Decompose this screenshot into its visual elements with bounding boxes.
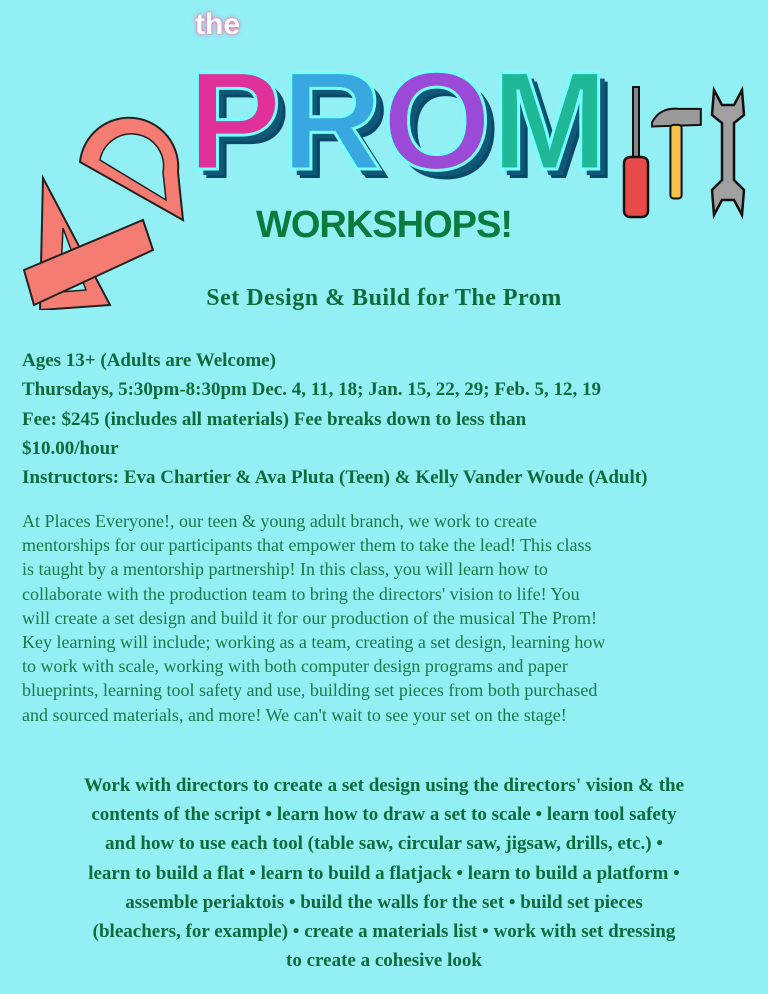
description-line: will create a set design and build it for our production of the musical The Prom! (22, 607, 598, 628)
logo-prom (188, 42, 609, 199)
skills-list (0, 771, 768, 975)
description-line: and sourced materials, and more! We can't wait to see your set on the stage! (22, 704, 567, 725)
description-line: blueprints, learning tool safety and use, building set pieces from both purchased (22, 680, 598, 701)
skills-line: learn to build a flat • learn to build a flatjack • learn to build a platform • (88, 862, 680, 884)
description-line: mentorships for our participants that empower them to take the lead! This class (22, 535, 592, 556)
skills-line: assemble periaktois • build the walls for the set • build set pieces (125, 891, 643, 913)
page-title: Set Design & Build for The Prom (206, 285, 562, 311)
description-line: is taught by a mentorship partnership! In this class, you will learn how to (22, 559, 548, 580)
info-ages: Ages 13+ (Adults are Welcome) (22, 350, 276, 371)
skills-line: contents of the script • learn how to draw a set to scale • learn tool safety (91, 804, 677, 826)
logo-letter-m: M (491, 42, 609, 199)
logo-letter-r: R (281, 42, 383, 199)
info-fee: Fee: $245 (includes all materials) Fee breaks down to less than (22, 408, 527, 430)
skills-line: and how to use each tool (table saw, circular saw, jigsaw, drills, etc.) • (105, 833, 663, 855)
info-schedule: Thursdays, 5:30pm-8:30pm Dec. 4, 11, 18; Jan. 15, 22, 29; Feb. 5, 12, 19 (22, 379, 601, 401)
logo-letter-p: P (188, 42, 282, 199)
description-line: to work with scale, working with both computer design programs and paper (22, 656, 568, 677)
workshops-heading: WORKSHOPS! (256, 204, 512, 246)
class-info (22, 346, 762, 492)
logo-letter-o: O (382, 42, 492, 199)
header-banner (0, 0, 768, 265)
description-line: Key learning will include; working as a team, creating a set design, learning how (22, 632, 606, 653)
skills-line: (bleachers, for example) • create a materials list • work with set dressing (92, 921, 676, 943)
description-paragraph (22, 509, 762, 727)
logo-the: the (195, 8, 240, 41)
description-line: At Places Everyone!, our teen & young adult branch, we work to create (22, 511, 537, 531)
skills-line: to create a cohesive look (286, 950, 482, 972)
info-instructors: Instructors: Eva Chartier & Ava Pluta (Teen) & Kelly Vander Woude (Adult) (22, 467, 648, 489)
wrench-icon (708, 85, 748, 220)
hammer-icon (648, 90, 704, 215)
skills-line: Work with directors to create a set design using the directors' vision & the (83, 775, 685, 796)
info-fee-rate: $10.00/hour (22, 437, 119, 459)
description-line: collaborate with the production team to bring the directors' vision to life! You (22, 583, 580, 604)
